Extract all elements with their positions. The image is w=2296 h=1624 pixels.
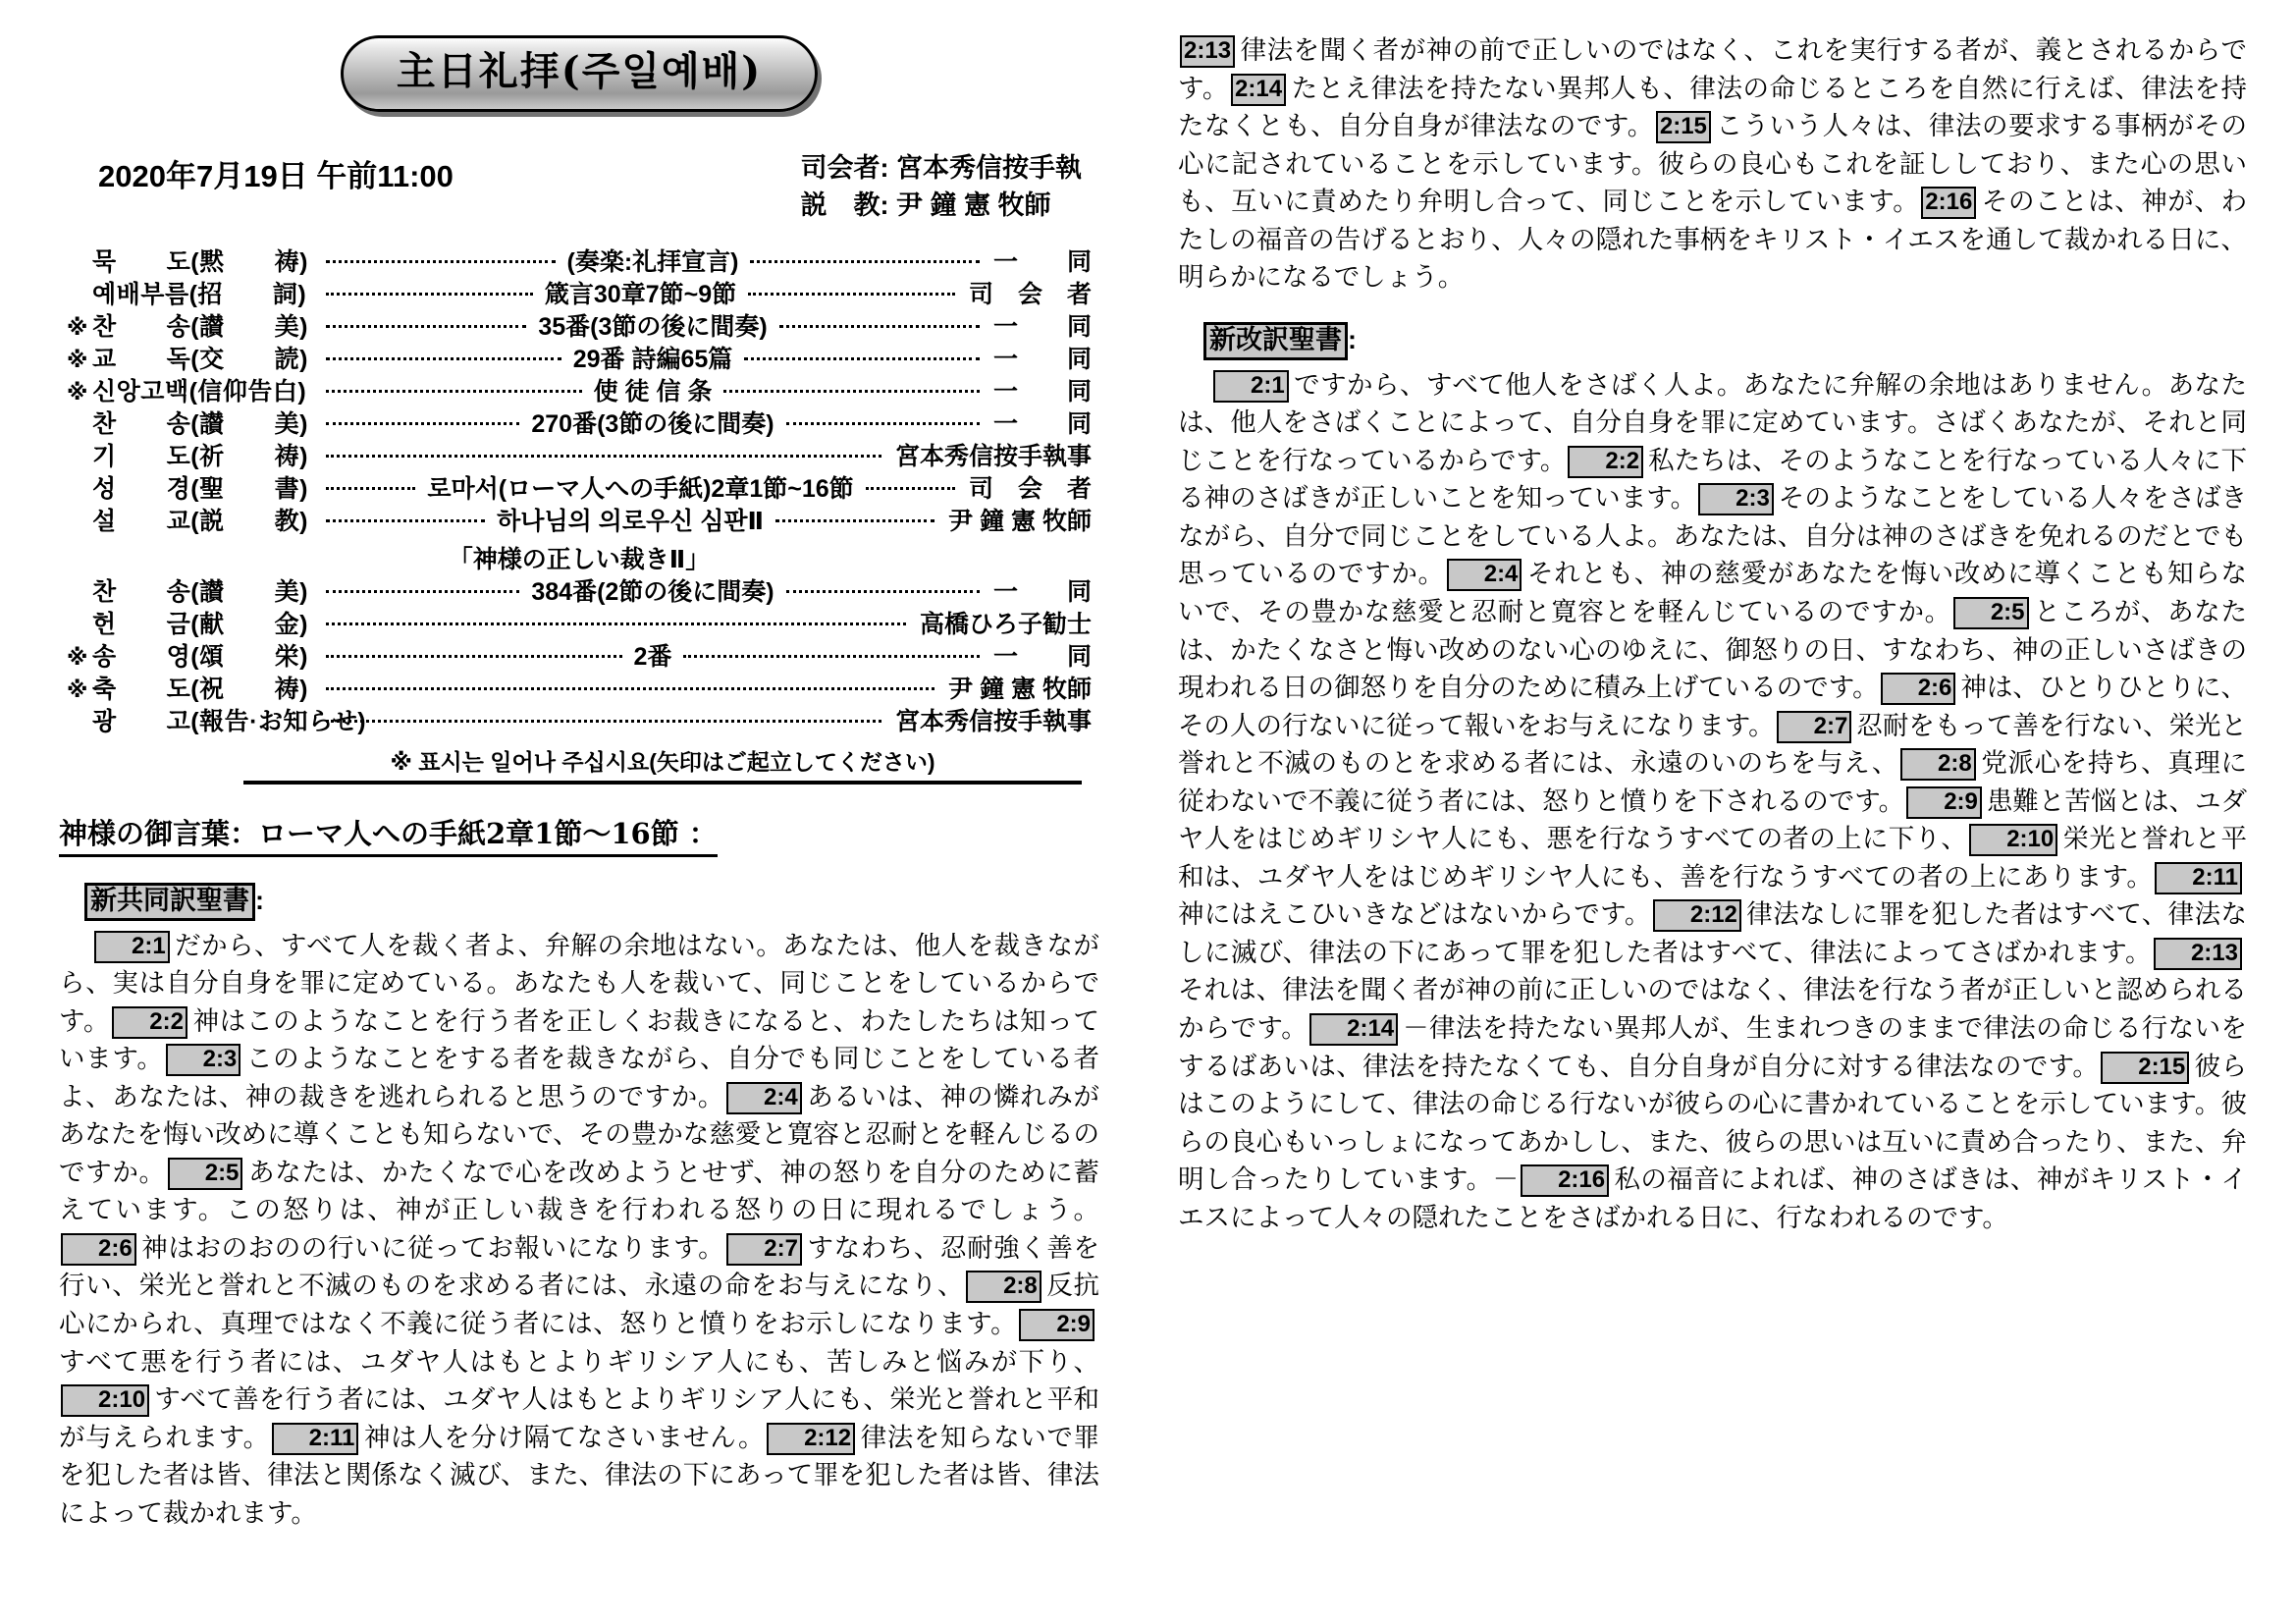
order-row	[67, 506, 1092, 538]
verse-ref: 2:3	[166, 1044, 241, 1076]
presider-name: 宮本秀信按手執	[896, 153, 1082, 183]
verse-ref: 2:11	[2155, 862, 2242, 894]
order-row-person: 司 会 者	[968, 474, 1092, 503]
order-row-content: 2番	[633, 642, 672, 671]
order-row	[67, 706, 1092, 738]
verse-ref: 2:4	[726, 1082, 802, 1114]
dot-leader	[779, 325, 980, 328]
order-row-label: 성 경(聖 書)	[92, 474, 308, 503]
order-row-content: (奏楽:礼拝宣言)	[566, 247, 739, 276]
order-row-content: 箴言30章7節~9節	[544, 280, 737, 308]
verse-text: それとも、神の慈愛があなたを悔い改めに導くことも知らないで、その豊かな慈愛と忍耐と寛容とを軽んじているのですか。	[1178, 559, 2248, 626]
order-row-label: 광 고(報告·お知らせ)	[92, 707, 367, 735]
version2-colon: :	[1348, 324, 1357, 354]
shinkyodo-passage-continued	[1178, 31, 2247, 297]
order-row-person: 高橋ひろ子勧士	[919, 610, 1092, 638]
order-row-label: 헌 금(献 金)	[92, 610, 308, 638]
order-row-label: 송 영(頌 栄)	[92, 642, 308, 671]
verse-ref: 2:12	[767, 1423, 855, 1455]
verse-text: すべて悪を行う者には、ユダヤ人はもとよりギリシア人にも、苦しみと悩みが下り、	[59, 1346, 1099, 1377]
order-row-person: 一 同	[993, 577, 1093, 606]
order-row-content: 使 徒 信 条	[593, 377, 713, 406]
order-row	[67, 376, 1092, 408]
verse-text: 神にはえこひいきなどはないからです。	[1178, 899, 1651, 930]
verse-text: 患難と苦悩とは、ユダヤ人をはじめギリシヤ人にも、悪を行なうすべての者の上に下り、	[1178, 785, 2248, 854]
order-row-person: 尹 鐘 憲 牧師	[948, 507, 1092, 535]
verse-text: こういう人々は、律法の要求する事柄がその心に記されていることを示しています。彼らの良心もこれを証ししており、また心の思いも、互いに責めたり弁明し合って、同じことを示しています。	[1178, 111, 2247, 217]
verse-ref: 2:15	[2101, 1052, 2189, 1084]
verse-ref: 2:13	[1180, 35, 1235, 68]
verse-ref: 2:9	[1019, 1309, 1095, 1341]
order-row-label: 찬 송(讃 美)	[92, 577, 308, 606]
verse-text: 神はこのようなことを行う者を正しくお裁きになると、わたしたちは知っています。	[59, 1005, 1100, 1074]
order-row-label: 설 교(説 教)	[92, 507, 308, 535]
verse-text: このようなことをする者を裁きながら、自分でも同じことをしている者よ、あなたは、神の裁きを逃れられると思うのですか。	[59, 1044, 1099, 1111]
verse-ref: 2:10	[61, 1384, 149, 1417]
order-row-person: 一 同	[993, 345, 1093, 373]
service-staff	[800, 149, 1082, 225]
order-row-content: 29番 詩編65篇	[572, 345, 733, 373]
dot-leader	[723, 390, 980, 393]
dot-leader	[326, 357, 561, 360]
service-meta	[59, 149, 1099, 225]
version1-colon: :	[255, 885, 264, 915]
verse-ref: 2:16	[1521, 1164, 1609, 1197]
order-row-person: 宮本秀信按手執事	[894, 707, 1092, 735]
verse-ref: 2:2	[1568, 446, 1643, 478]
dot-leader	[326, 293, 533, 296]
verse-text: そのようなことをしている人々をさばきながら、自分で同じことをしている人よ。あなたは、自分は神のさばきを免れるのだとでも思っているのですか。	[1178, 483, 2247, 589]
verse-ref: 2:8	[1900, 748, 1976, 781]
verse-text: ところが、あなたは、かたくなさと悔い改めのない心のゆえに、御怒りの日、すなわち、神の正しいさばきの現われる日の御怒りを自分のために積み上げているのです。	[1178, 596, 2247, 703]
order-row-mark: ※	[67, 347, 88, 372]
order-row	[67, 441, 1092, 473]
presider-line	[800, 149, 1082, 187]
verse-text: －律法を持たない異邦人が、生まれつきのままで律法の命じる行ないをするばあいは、律法を持たなくても、自分自身が自分に対する律法なのです。	[1178, 1012, 2247, 1081]
order-row-label: 묵 도(黙 祷)	[92, 247, 308, 276]
order-row-person: 宮本秀信按手執事	[894, 442, 1092, 470]
dot-leader	[786, 422, 980, 425]
preacher-label: 説 教:	[800, 190, 889, 221]
verse-text: 神はおのおのの行いに従ってお報いになります。	[140, 1232, 725, 1263]
verse-ref: 2:1	[94, 931, 170, 963]
verse-text: 律法を知らないで罪を犯した者は皆、律法と関係なく滅び、また、律法の下にあって罪を犯した者は皆、律法によって裁かれます。	[59, 1422, 1099, 1528]
order-row-label: 찬 송(讃 美)	[92, 312, 308, 341]
verse-text: そのことは、神が、わたしの福音の告げるとおり、人々の隠れた事柄をキリスト・イエスを通して裁かれる日に、明らかになるでしょう。	[1178, 187, 2247, 293]
verse-ref: 2:9	[1906, 786, 1982, 819]
order-row	[67, 576, 1092, 609]
order-row	[67, 641, 1092, 674]
order-row-mark: ※	[67, 677, 88, 702]
dot-leader	[326, 422, 519, 425]
verse-text: 神は、ひとりひとりに、その人の行ないに従って報いをお与えになります。	[1178, 673, 2247, 740]
order-row-content: 하나님의 의로우신 심판Ⅱ	[497, 507, 765, 535]
version2-line	[1178, 308, 2247, 362]
dot-leader	[326, 455, 881, 458]
order-row-content: 로마서(ローマ人への手紙)2章1節~16節	[427, 474, 854, 503]
verse-ref: 2:6	[61, 1233, 136, 1266]
verse-text: すなわち、忍耐強く善を行い、栄光と誉れと不滅のものを求める者には、永遠の命をお与えになり、	[59, 1232, 1099, 1301]
dot-leader	[326, 623, 906, 625]
verse-text: 私たちは、そのようなことを行なっている人々に下る神のさばきが正しいことを知っています。	[1178, 445, 2247, 514]
verse-text: ですから、すべて他人をさばく人よ。あなたに弁解の余地はありません。あなたは、他人をさばくことによって、自分自身を罪に定めています。さばくあなたが、それと同じことを行なっているからです。	[1178, 369, 2247, 475]
standing-note: ※ 표시는 일어나 주십시요(矢印はご起立してください)	[243, 744, 1082, 785]
verse-ref: 2:5	[168, 1158, 243, 1190]
dot-leader	[326, 687, 934, 690]
dot-leader	[326, 519, 485, 522]
order-row	[67, 279, 1092, 311]
verse-ref: 2:15	[1656, 111, 1711, 143]
order-row	[67, 246, 1092, 279]
order-row-mark: ※	[67, 314, 88, 340]
verse-ref: 2:4	[1447, 559, 1522, 591]
dot-leader	[744, 357, 980, 360]
verse-text: 律法を聞く者が神の前で正しいのではなく、これを実行する者が、義とされるからです。	[1178, 35, 2247, 103]
order-row	[67, 344, 1092, 376]
order-row-label: 기 도(祈 祷)	[92, 442, 308, 470]
verse-ref: 2:2	[112, 1006, 187, 1039]
verse-ref: 2:5	[1953, 597, 2029, 629]
dot-leader	[775, 519, 934, 522]
order-row-mark: ※	[67, 379, 88, 405]
dot-leader	[326, 720, 881, 723]
order-row-person: 一 同	[992, 247, 1092, 276]
verse-text: 党派心を持ち、真理に従わないで不義に従う者には、怒りと憤りを下されるのです。	[1178, 748, 2248, 816]
dot-leader	[326, 590, 519, 593]
scripture-heading: 神様の御言葉：ローマ人への手紙2章1節～16節 ：	[59, 812, 718, 857]
order-row-person: 一 同	[993, 377, 1093, 406]
order-row-person: 尹 鐘 憲 牧師	[948, 675, 1092, 703]
verse-ref: 2:7	[1777, 711, 1852, 743]
dot-leader	[326, 325, 526, 328]
verse-text: 律法なしに罪を犯した者はすべて、律法なしに滅び、律法の下にあって罪を犯した者はすべて、律法によってさばかれます。	[1178, 899, 2247, 967]
verse-text: 彼らはこのようにして、律法の命じる行ないが彼らの心に書かれていることを示しています。彼らの良心もいっしょになってあかしし、また、彼らの思いは互いに責め合ったり、また、弁明し合ったりしています。－	[1178, 1051, 2247, 1195]
dot-leader	[748, 293, 955, 296]
order-row	[67, 609, 1092, 641]
order-row-person: 一 同	[993, 312, 1093, 341]
dot-leader	[683, 655, 980, 658]
verse-text: すべて善を行う者には、ユダヤ人はもとよりギリシア人にも、栄光と誉れと平和が与えられます。	[59, 1384, 1099, 1452]
dot-leader	[326, 655, 622, 658]
dot-leader	[326, 390, 582, 393]
verse-text: 栄光と誉れと平和は、ユダヤ人をはじめギリシヤ人にも、善を行なうすべての者の上にあります。	[1178, 824, 2247, 892]
order-row-label: 축 도(祝 祷)	[92, 675, 308, 703]
verse-text: 私の福音によれば、神のさばきは、神がキリスト・イエスによって人々の隠れたことをさばかれる日に、行なわれるのです。	[1178, 1164, 2247, 1232]
preacher-name: 尹 鐘 憲 牧師	[896, 190, 1051, 221]
dot-leader	[866, 487, 955, 490]
order-row-content: 270番(3節の後に間奏)	[531, 409, 774, 438]
service-title: 主日礼拝(주일예배)	[341, 35, 818, 112]
verse-ref: 2:13	[2154, 938, 2242, 970]
verse-text: たとえ律法を持たない異邦人も、律法の命じるところを自然に行えば、律法を持たなくとも、自分自身が律法なのです。	[1178, 73, 2248, 141]
scripture-heading-wrap	[59, 785, 1099, 857]
order-row-person: 司 会 者	[969, 280, 1093, 308]
verse-text: 反抗心にかられ、真理ではなく不義に従う者には、怒りと憤りをお示しになります。	[59, 1271, 1100, 1338]
verse-text: 神は人を分け隔てなさいません。	[363, 1422, 766, 1452]
verse-text: 忍耐をもって善を行ない、栄光と誉れと不滅のものとを求める者には、永遠のいのちを与え、	[1178, 710, 2247, 779]
dot-leader	[750, 260, 980, 263]
dot-leader	[326, 260, 556, 263]
dot-leader	[786, 590, 980, 593]
order-row-label: 신앙고백(信仰告白)	[92, 377, 307, 406]
right-column	[1158, 0, 2296, 1624]
verse-ref: 2:3	[1698, 483, 1774, 515]
order-row-person: 一 同	[993, 409, 1093, 438]
verse-ref: 2:11	[272, 1423, 359, 1455]
verse-text: あなたは、かたくなで心を改めようとせず、神の怒りを自分のために蓄えています。この怒りは、神が正しい裁きを行われる怒りの日に現れるでしょう。	[59, 1157, 1099, 1225]
verse-ref: 2:1	[1213, 370, 1289, 403]
dot-leader	[326, 487, 415, 490]
version2-tag: 新改訳聖書	[1203, 322, 1348, 360]
order-row	[67, 311, 1092, 344]
verse-text: それは、律法を聞く者が神の前に正しいのではなく、律法を行なう者が正しいと認められるからです。	[1178, 975, 2247, 1043]
order-row	[67, 473, 1092, 506]
order-row-label: 교 독(交 読)	[92, 345, 308, 373]
order-row-content: 384番(2節の後に間奏)	[531, 577, 774, 606]
order-row	[67, 674, 1092, 706]
verse-text: あるいは、神の憐れみがあなたを悔い改めに導くことも知らないで、その豊かな慈愛と寛容と忍耐とを軽んじるのですか。	[59, 1081, 1100, 1187]
service-date: 2020年7月19日 午前11:00	[98, 159, 454, 193]
sermon-title: 「神様の正しい裁きⅡ」	[448, 545, 711, 573]
preacher-line	[800, 187, 1082, 224]
order-row	[67, 408, 1092, 441]
verse-ref: 2:16	[1921, 187, 1976, 219]
order-row-person: 一 同	[993, 642, 1093, 671]
verse-ref: 2:14	[1309, 1013, 1398, 1046]
verse-ref: 2:7	[726, 1233, 802, 1266]
order-of-service	[59, 246, 1099, 785]
verse-text: だから、すべて人を裁く者よ、弁解の余地はない。あなたは、他人を裁きながら、実は自分自身を罪に定めている。あなたも人を裁いて、同じことをしているからです。	[59, 930, 1099, 1036]
verse-ref: 2:12	[1653, 899, 1741, 932]
version1-tag: 新共同訳聖書	[84, 883, 255, 921]
order-row-content: 35番(3節の後に間奏)	[538, 312, 768, 341]
order-row-label: 찬 송(讃 美)	[92, 409, 308, 438]
verse-ref: 2:10	[1969, 824, 2057, 856]
order-row-mark: ※	[67, 644, 88, 670]
shinkyodo-passage	[59, 927, 1099, 1533]
order-row-label: 예배부름(招 詞)	[92, 280, 307, 308]
shinkaiyaku-passage	[1178, 366, 2247, 1237]
verse-ref: 2:8	[966, 1271, 1041, 1303]
verse-ref: 2:14	[1231, 74, 1286, 106]
presider-label: 司会者:	[800, 153, 889, 183]
version1-line	[59, 869, 1099, 923]
title-banner	[59, 35, 1099, 112]
verse-ref: 2:6	[1881, 673, 1956, 705]
